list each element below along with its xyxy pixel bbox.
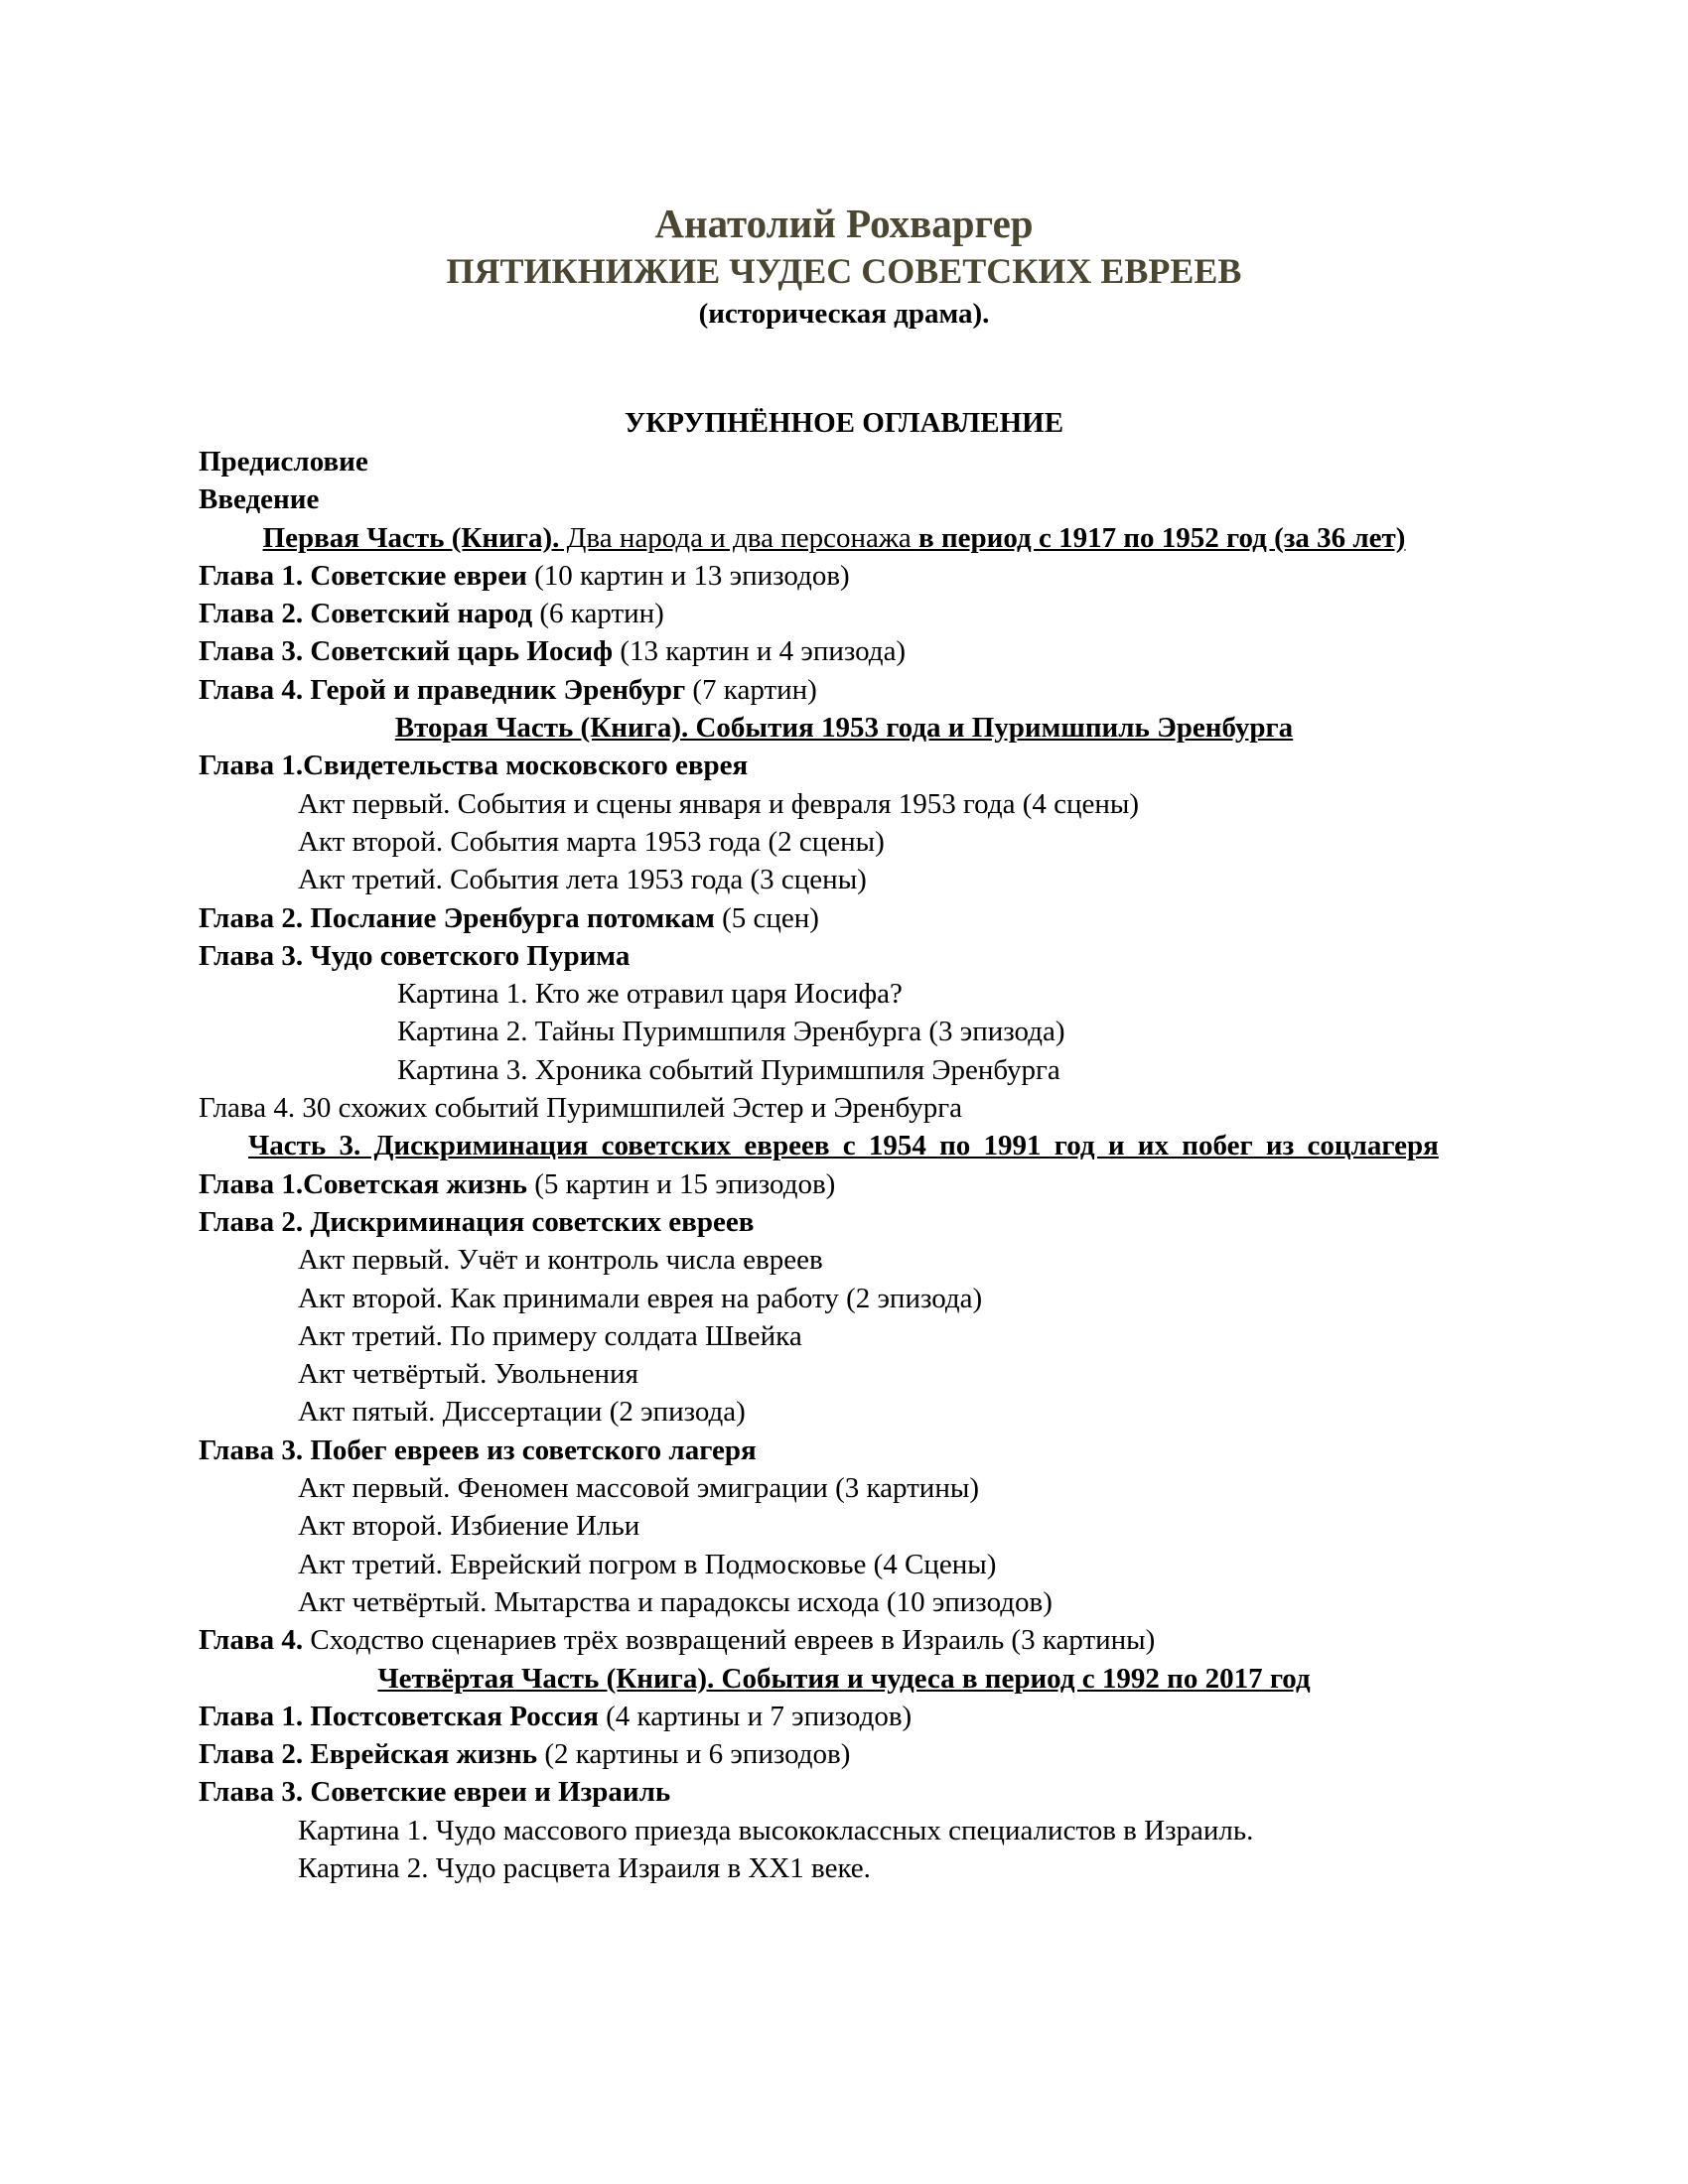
chapter-title: Глава 4. Герой и праведник Эренбург	[199, 673, 686, 706]
toc-subentry: Акт четвёртый. Увольнения	[298, 1358, 638, 1391]
toc-subentry: Акт второй. Избиение Ильи	[298, 1510, 640, 1543]
part4-title: Четвёртая Часть (Книга). События и чудеса в период с 1992 по 2017 год	[377, 1662, 1311, 1695]
toc-entry: Глава 3. Чудо советского Пурима	[199, 939, 631, 972]
chapter-meta: (13 картин и 4 эпизода)	[613, 635, 907, 668]
toc-subentry: Акт третий. События лета 1953 года (3 сцены)	[298, 864, 867, 896]
toc-entry	[199, 557, 1489, 595]
toc-entry	[199, 632, 1489, 670]
chapter-meta: (7 картин)	[685, 673, 817, 706]
toc-entry	[199, 595, 1489, 632]
chapter-title: Глава 4.	[199, 1624, 304, 1657]
chapter-meta: (5 картин и 15 эпизодов)	[526, 1167, 836, 1200]
part3-title: Часть 3. Дискриминация советских евреев с 1954 по 1991 год и их побег из соцлагеря	[248, 1130, 1439, 1162]
chapter-title: Глава 3. Советский царь Иосиф	[199, 635, 614, 668]
toc-entry: Глава 2. Дискриминация советских евреев	[199, 1205, 755, 1238]
toc-subentry: Картина 1. Кто же отравил царя Иосифа?	[397, 978, 903, 1011]
chapter-title: Глава 1.Советская жизнь	[199, 1167, 527, 1200]
toc-entry	[199, 1165, 1489, 1203]
toc-subentry: Акт первый. Учёт и контроль числа евреев	[298, 1244, 823, 1277]
toc-foreword: Предисловие	[199, 446, 368, 478]
title-block	[0, 199, 1688, 334]
toc-heading: УКРУПНЁННОЕ ОГЛАВЛЕНИЕ	[624, 407, 1064, 439]
chapter-title: Глава 2. Еврейская жизнь	[199, 1738, 538, 1771]
toc-entry: Глава 4. 30 схожих событий Пуримшпилей Эстер и Эренбурга	[199, 1092, 962, 1125]
chapter-title: Глава 1. Советские евреи	[199, 559, 527, 592]
table-of-contents	[199, 443, 1489, 1887]
toc-subentry: Акт четвёртый. Мытарства и парадоксы исхода (10 эпизодов)	[298, 1585, 1053, 1618]
book-title: ПЯТИКНИЖИЕ ЧУДЕС СОВЕТСКИХ ЕВРЕЕВ	[446, 251, 1242, 291]
part1-title-a: Первая Часть (Книга).	[262, 521, 560, 554]
chapter-title: Глава 2. Послание Эренбурга потомкам	[199, 901, 715, 934]
toc-subentry: Акт первый. Феномен массовой эмиграции (3 картины)	[298, 1472, 979, 1505]
chapter-meta: (6 картин)	[532, 598, 664, 630]
toc-subentry: Акт пятый. Диссертации (2 эпизода)	[298, 1396, 746, 1429]
toc-subentry: Картина 1. Чудо массового приезда высококлассных специалистов в Израиль.	[298, 1814, 1254, 1846]
author-name: Анатолий Рохваргер	[654, 201, 1034, 246]
toc-subentry: Картина 3. Хроника событий Пуримшпиля Эренбурга	[397, 1053, 1060, 1086]
chapter-title: Глава 1. Постсоветская Россия	[199, 1700, 599, 1732]
chapter-meta: (5 сцен)	[714, 901, 819, 934]
toc-subentry: Акт второй. Как принимали еврея на работу (2 эпизода)	[298, 1282, 983, 1314]
part2-title: Вторая Часть (Книга). События 1953 года и Пуримшпиль Эренбурга	[394, 712, 1294, 745]
toc-subentry: Картина 2. Чудо расцвета Израиля в ХХ1 веке.	[298, 1851, 871, 1884]
toc-subentry: Картина 2. Тайны Пуримшпиля Эренбурга (3 эпизода)	[397, 1016, 1065, 1048]
toc-entry	[199, 1698, 1489, 1735]
toc-intro: Введение	[199, 483, 320, 516]
toc-entry: Глава 3. Советские евреи и Израиль	[199, 1776, 671, 1809]
part1-title-b: Два народа и два персонажа	[559, 521, 919, 554]
chapter-meta: (10 картин и 13 эпизодов)	[526, 559, 850, 592]
part1-title-c: в период с 1917 по 1952 год (за 36 лет)	[918, 521, 1406, 554]
toc-entry	[199, 1621, 1489, 1659]
toc-entry: Глава 1.Свидетельства московского еврея	[199, 750, 749, 782]
toc-subentry: Акт третий. По примеру солдата Швейка	[298, 1319, 802, 1352]
toc-entry: Глава 3. Побег евреев из советского лагеря	[199, 1433, 757, 1466]
toc-subentry: Акт второй. События марта 1953 года (2 сцены)	[298, 825, 885, 858]
chapter-title: Глава 2. Советский народ	[199, 598, 533, 630]
part1-title	[199, 519, 1489, 557]
toc-subentry: Акт первый. События и сцены января и февраля 1953 года (4 сцены)	[298, 787, 1140, 820]
toc-entry	[199, 671, 1489, 709]
genre-subtitle: (историческая драма).	[698, 298, 990, 330]
toc-subentry: Акт третий. Еврейский погром в Подмосковье (4 Сцены)	[298, 1548, 997, 1580]
chapter-meta: (4 картины и 7 эпизодов)	[598, 1700, 913, 1732]
chapter-meta: (2 картины и 6 эпизодов)	[537, 1738, 851, 1771]
chapter-meta: Сходство сценариев трёх возвращений евреев в Израиль (3 картины)	[303, 1624, 1156, 1657]
toc-entry	[199, 899, 1489, 937]
toc-entry	[199, 1735, 1489, 1773]
